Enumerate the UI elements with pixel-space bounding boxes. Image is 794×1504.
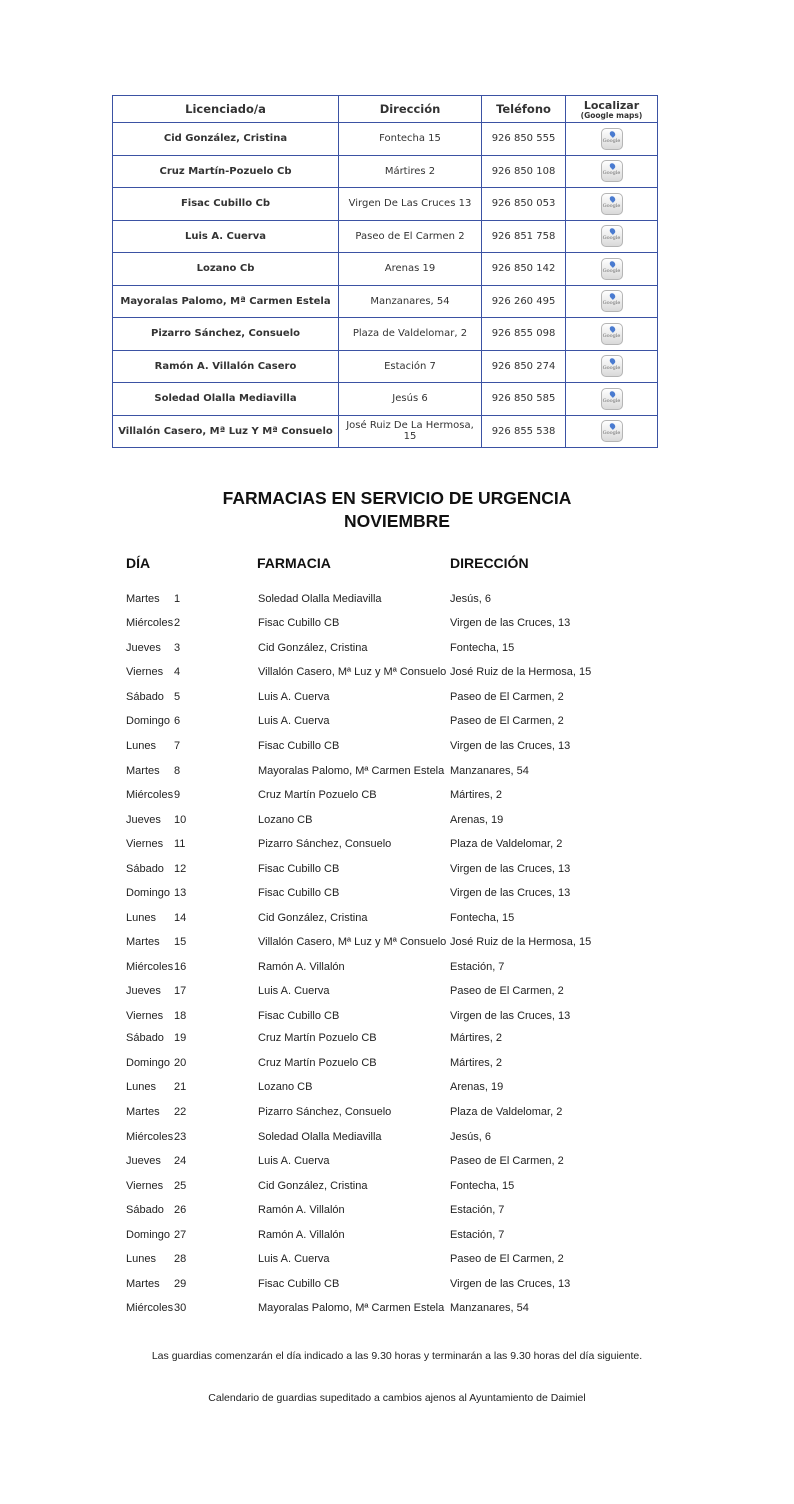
schedule-address: Jesús, 6 bbox=[450, 1131, 491, 1143]
schedule-date: 23 bbox=[174, 1131, 187, 1143]
google-icon-label: Google bbox=[602, 365, 621, 372]
pharmacy-address: Paseo de El Carmen 2 bbox=[339, 220, 482, 253]
schedule-date: 22 bbox=[174, 1106, 187, 1118]
schedule-pharmacy: Cid González, Cristina bbox=[258, 642, 368, 654]
schedule-date: 20 bbox=[174, 1057, 187, 1069]
schedule-pharmacy: Mayoralas Palomo, Mª Carmen Estela bbox=[258, 1302, 445, 1314]
schedule-row bbox=[0, 740, 794, 760]
schedule-row bbox=[0, 1081, 794, 1101]
schedule-address: Paseo de El Carmen, 2 bbox=[450, 1155, 564, 1167]
licensee-name: Pizarro Sánchez, Consuelo bbox=[113, 318, 339, 351]
google-icon-label: Google bbox=[602, 332, 621, 339]
table-row bbox=[113, 285, 658, 318]
schedule-address: Fontecha, 15 bbox=[450, 1180, 515, 1192]
pharmacy-phone: 926 850 585 bbox=[482, 383, 566, 416]
google-maps-icon[interactable] bbox=[601, 225, 623, 247]
schedule-day: Martes bbox=[126, 1278, 160, 1290]
google-maps-icon[interactable] bbox=[601, 290, 623, 312]
schedule-address: Paseo de El Carmen, 2 bbox=[450, 691, 564, 703]
schedule-pharmacy: Villalón Casero, Mª Luz y Mª Consuelo bbox=[258, 666, 447, 678]
google-icon-label: Google bbox=[602, 235, 621, 242]
schedule-row bbox=[0, 1057, 794, 1077]
schedule-address: Virgen de las Cruces, 13 bbox=[450, 617, 571, 629]
map-pin-icon bbox=[608, 357, 616, 365]
pharmacy-phone: 926 855 538 bbox=[482, 415, 566, 448]
schedule-date: 29 bbox=[174, 1278, 187, 1290]
schedule-day: Martes bbox=[126, 936, 160, 948]
schedule-address: José Ruiz de la Hermosa, 15 bbox=[450, 936, 592, 948]
schedule-address: Mártires, 2 bbox=[450, 1057, 502, 1069]
schedule-pharmacy: Pizarro Sánchez, Consuelo bbox=[258, 1106, 392, 1118]
schedule-pharmacy: Soledad Olalla Mediavilla bbox=[258, 593, 382, 605]
schedule-date: 2 bbox=[174, 617, 181, 629]
schedule-address: Paseo de El Carmen, 2 bbox=[450, 1253, 564, 1265]
schedule-row bbox=[0, 1106, 794, 1126]
schedule-pharmacy: Mayoralas Palomo, Mª Carmen Estela bbox=[258, 765, 445, 777]
pharmacy-address: Plaza de Valdelomar, 2 bbox=[339, 318, 482, 351]
schedule-row bbox=[0, 1155, 794, 1175]
pharmacy-address: Manzanares, 54 bbox=[339, 285, 482, 318]
google-icon-label: Google bbox=[602, 137, 621, 144]
schedule-address: Virgen de las Cruces, 13 bbox=[450, 1278, 571, 1290]
schedule-day: Jueves bbox=[126, 814, 161, 826]
schedule-address: Fontecha, 15 bbox=[450, 912, 515, 924]
schedule-date: 3 bbox=[174, 642, 181, 654]
page-title bbox=[0, 487, 794, 533]
schedule-row bbox=[0, 961, 794, 981]
pharmacy-directory-table bbox=[112, 95, 658, 448]
schedule-row bbox=[0, 1204, 794, 1224]
schedule-day: Jueves bbox=[126, 985, 161, 997]
schedule-day: Viernes bbox=[126, 1180, 164, 1192]
title-line-2: NOVIEMBRE bbox=[344, 511, 450, 531]
licensee-name: Mayoralas Palomo, Mª Carmen Estela bbox=[113, 285, 339, 318]
schedule-day: Miércoles bbox=[126, 789, 174, 801]
schedule-address: Virgen de las Cruces, 13 bbox=[450, 887, 571, 899]
schedule-address: Virgen de las Cruces, 13 bbox=[450, 1010, 571, 1022]
google-icon-label: Google bbox=[602, 397, 621, 404]
licensee-name: Soledad Olalla Mediavilla bbox=[113, 383, 339, 416]
schedule-row bbox=[0, 789, 794, 809]
schedule-header-address: DIRECCIÓN bbox=[450, 555, 529, 571]
schedule-date: 7 bbox=[174, 740, 181, 752]
table-body bbox=[113, 123, 658, 448]
header-locate-label: Localizar bbox=[583, 98, 640, 112]
schedule-date: 1 bbox=[174, 593, 181, 605]
schedule-pharmacy: Cid González, Cristina bbox=[258, 1180, 368, 1192]
schedule-address: Mártires, 2 bbox=[450, 789, 502, 801]
table-row bbox=[113, 155, 658, 188]
google-maps-icon[interactable] bbox=[601, 420, 623, 442]
schedule-day: Sábado bbox=[126, 1204, 164, 1216]
pharmacy-address: Arenas 19 bbox=[339, 253, 482, 286]
schedule-date: 14 bbox=[174, 912, 187, 924]
schedule-address: Estación, 7 bbox=[450, 1204, 505, 1216]
schedule-row bbox=[0, 936, 794, 956]
schedule-address: Estación, 7 bbox=[450, 1229, 505, 1241]
schedule-pharmacy: Pizarro Sánchez, Consuelo bbox=[258, 838, 392, 850]
schedule-day: Jueves bbox=[126, 1155, 161, 1167]
schedule-pharmacy: Ramón A. Villalón bbox=[258, 1204, 345, 1216]
schedule-pharmacy: Cruz Martín Pozuelo CB bbox=[258, 1057, 377, 1069]
schedule-date: 26 bbox=[174, 1204, 187, 1216]
schedule-address: Manzanares, 54 bbox=[450, 765, 529, 777]
pharmacy-phone: 926 850 555 bbox=[482, 123, 566, 156]
header-locate-sublabel: (Google maps) bbox=[580, 110, 643, 120]
schedule-date: 27 bbox=[174, 1229, 187, 1241]
map-pin-icon bbox=[608, 292, 616, 300]
schedule-pharmacy: Cruz Martín Pozuelo CB bbox=[258, 1032, 377, 1044]
schedule-row bbox=[0, 863, 794, 883]
schedule-day: Miércoles bbox=[126, 1302, 174, 1314]
schedule-pharmacy: Fisac Cubillo CB bbox=[258, 1278, 340, 1290]
schedule-row bbox=[0, 1278, 794, 1298]
schedule-address: Jesús, 6 bbox=[450, 593, 491, 605]
schedule-address: Virgen de las Cruces, 13 bbox=[450, 863, 571, 875]
header-licensee: Licenciado/a bbox=[113, 96, 339, 123]
schedule-day: Lunes bbox=[126, 912, 156, 924]
schedule-address: Arenas, 19 bbox=[450, 1081, 504, 1093]
licensee-name: Ramón A. Villalón Casero bbox=[113, 350, 339, 383]
schedule-day: Martes bbox=[126, 1106, 160, 1118]
locate-cell bbox=[566, 123, 658, 156]
header-phone: Teléfono bbox=[482, 96, 566, 123]
map-pin-icon bbox=[608, 195, 616, 203]
schedule-day: Lunes bbox=[126, 1253, 156, 1265]
schedule-pharmacy: Fisac Cubillo CB bbox=[258, 887, 340, 899]
schedule-row bbox=[0, 1131, 794, 1151]
schedule-row bbox=[0, 838, 794, 858]
schedule-pharmacy: Cid González, Cristina bbox=[258, 912, 368, 924]
pharmacy-phone: 926 850 108 bbox=[482, 155, 566, 188]
map-pin-icon bbox=[608, 227, 616, 235]
schedule-day: Domingo bbox=[126, 1229, 171, 1241]
schedule-day: Martes bbox=[126, 593, 160, 605]
schedule-address: Paseo de El Carmen, 2 bbox=[450, 985, 564, 997]
pharmacy-address: Jesús 6 bbox=[339, 383, 482, 416]
google-maps-icon[interactable] bbox=[601, 323, 623, 345]
schedule-row bbox=[0, 1180, 794, 1200]
google-maps-icon[interactable] bbox=[601, 388, 623, 410]
licensee-name: Luis A. Cuerva bbox=[113, 220, 339, 253]
locate-cell bbox=[566, 220, 658, 253]
licensee-name: Villalón Casero, Mª Luz Y Mª Consuelo bbox=[113, 415, 339, 448]
locate-cell bbox=[566, 350, 658, 383]
schedule-address: Virgen de las Cruces, 13 bbox=[450, 740, 571, 752]
schedule-pharmacy: Lozano CB bbox=[258, 814, 313, 826]
schedule-row bbox=[0, 985, 794, 1005]
schedule-date: 6 bbox=[174, 715, 181, 727]
schedule-date: 12 bbox=[174, 863, 187, 875]
schedule-day: Miércoles bbox=[126, 1131, 174, 1143]
schedule-pharmacy: Ramón A. Villalón bbox=[258, 1229, 345, 1241]
schedule-pharmacy: Lozano CB bbox=[258, 1081, 313, 1093]
schedule-date: 19 bbox=[174, 1032, 187, 1044]
title-line-1: FARMACIAS EN SERVICIO DE URGENCIA bbox=[222, 488, 572, 508]
schedule-address: Estación, 7 bbox=[450, 961, 505, 973]
google-maps-icon[interactable] bbox=[601, 160, 623, 182]
schedule-day: Viernes bbox=[126, 666, 164, 678]
schedule-row bbox=[0, 715, 794, 735]
schedule-row bbox=[0, 1302, 794, 1322]
schedule-day: Domingo bbox=[126, 1057, 171, 1069]
header-locate bbox=[566, 96, 658, 123]
schedule-day: Lunes bbox=[126, 1081, 156, 1093]
schedule-pharmacy: Cruz Martín Pozuelo CB bbox=[258, 789, 377, 801]
map-pin-icon bbox=[608, 260, 616, 268]
google-icon-label: Google bbox=[602, 267, 621, 274]
schedule-date: 15 bbox=[174, 936, 187, 948]
schedule-day: Lunes bbox=[126, 740, 156, 752]
schedule-date: 11 bbox=[174, 838, 186, 850]
schedule-address: José Ruiz de la Hermosa, 15 bbox=[450, 666, 592, 678]
locate-cell bbox=[566, 415, 658, 448]
schedule-day: Miércoles bbox=[126, 961, 174, 973]
table-row bbox=[113, 220, 658, 253]
schedule-date: 16 bbox=[174, 961, 187, 973]
schedule-pharmacy: Villalón Casero, Mª Luz y Mª Consuelo bbox=[258, 936, 447, 948]
schedule-address: Plaza de Valdelomar, 2 bbox=[450, 1106, 563, 1118]
schedule-row bbox=[0, 666, 794, 686]
hours-note: Las guardias comenzarán el día indicado a las 9.30 horas y terminarán a las 9.30 horas del día siguiente. bbox=[151, 1350, 643, 1362]
schedule-row bbox=[0, 593, 794, 613]
schedule-address: Fontecha, 15 bbox=[450, 642, 515, 654]
schedule-date: 24 bbox=[174, 1155, 187, 1167]
table-row bbox=[113, 383, 658, 416]
pharmacy-address: Fontecha 15 bbox=[339, 123, 482, 156]
google-icon-label: Google bbox=[602, 300, 621, 307]
schedule-day: Jueves bbox=[126, 642, 161, 654]
schedule-pharmacy: Soledad Olalla Mediavilla bbox=[258, 1131, 382, 1143]
pharmacy-phone: 926 855 098 bbox=[482, 318, 566, 351]
schedule-address: Plaza de Valdelomar, 2 bbox=[450, 838, 563, 850]
locate-cell bbox=[566, 383, 658, 416]
schedule-date: 13 bbox=[174, 887, 187, 899]
schedule-pharmacy: Luis A. Cuerva bbox=[258, 1253, 330, 1265]
schedule-address: Paseo de El Carmen, 2 bbox=[450, 715, 564, 727]
pharmacy-phone: 926 850 274 bbox=[482, 350, 566, 383]
licensee-name: Fisac Cubillo Cb bbox=[113, 188, 339, 221]
schedule-pharmacy: Luis A. Cuerva bbox=[258, 1155, 330, 1167]
schedule-pharmacy: Ramón A. Villalón bbox=[258, 961, 345, 973]
pharmacy-phone: 926 851 758 bbox=[482, 220, 566, 253]
locate-cell bbox=[566, 155, 658, 188]
schedule-pharmacy: Fisac Cubillo CB bbox=[258, 1010, 340, 1022]
google-maps-icon[interactable] bbox=[601, 193, 623, 215]
schedule-row bbox=[0, 642, 794, 662]
table-row bbox=[113, 318, 658, 351]
schedule-day: Martes bbox=[126, 765, 160, 777]
pharmacy-address: Mártires 2 bbox=[339, 155, 482, 188]
map-pin-icon bbox=[608, 162, 616, 170]
schedule-row bbox=[0, 691, 794, 711]
table-row bbox=[113, 123, 658, 156]
pharmacy-phone: 926 260 495 bbox=[482, 285, 566, 318]
schedule-address: Mártires, 2 bbox=[450, 1032, 502, 1044]
disclaimer-note: Calendario de guardias supeditado a cambios ajenos al Ayuntamiento de Daimiel bbox=[208, 1392, 586, 1404]
google-maps-icon[interactable] bbox=[601, 128, 623, 150]
schedule-row bbox=[0, 814, 794, 834]
locate-cell bbox=[566, 253, 658, 286]
schedule-date: 5 bbox=[174, 691, 181, 703]
schedule-date: 30 bbox=[174, 1302, 187, 1314]
map-pin-icon bbox=[608, 130, 616, 138]
schedule-day: Sábado bbox=[126, 1032, 164, 1044]
pharmacy-address: José Ruiz De La Hermosa, 15 bbox=[339, 415, 482, 448]
licensee-name: Lozano Cb bbox=[113, 253, 339, 286]
locate-cell bbox=[566, 188, 658, 221]
schedule-date: 9 bbox=[174, 789, 181, 801]
table-row bbox=[113, 188, 658, 221]
schedule-date: 21 bbox=[174, 1081, 187, 1093]
google-icon-label: Google bbox=[602, 430, 621, 437]
schedule-row bbox=[0, 617, 794, 637]
table-header-row bbox=[113, 96, 658, 123]
google-maps-icon[interactable] bbox=[601, 355, 623, 377]
google-icon-label: Google bbox=[602, 170, 621, 177]
licensee-name: Cruz Martín-Pozuelo Cb bbox=[113, 155, 339, 188]
table-row bbox=[113, 350, 658, 383]
header-address: Dirección bbox=[339, 96, 482, 123]
google-icon-label: Google bbox=[602, 202, 621, 209]
locate-cell bbox=[566, 285, 658, 318]
schedule-date: 8 bbox=[174, 765, 181, 777]
pharmacy-phone: 926 850 142 bbox=[482, 253, 566, 286]
schedule-row bbox=[0, 1229, 794, 1249]
pharmacy-address: Virgen De Las Cruces 13 bbox=[339, 188, 482, 221]
table-row bbox=[113, 415, 658, 448]
schedule-pharmacy: Luis A. Cuerva bbox=[258, 715, 330, 727]
licensee-name: Cid González, Cristina bbox=[113, 123, 339, 156]
pharmacy-address: Estación 7 bbox=[339, 350, 482, 383]
schedule-day: Miércoles bbox=[126, 617, 174, 629]
schedule-pharmacy: Fisac Cubillo CB bbox=[258, 740, 340, 752]
schedule-day: Viernes bbox=[126, 1010, 164, 1022]
locate-cell bbox=[566, 318, 658, 351]
schedule-row bbox=[0, 1010, 794, 1030]
schedule-day: Sábado bbox=[126, 863, 164, 875]
schedule-day: Sábado bbox=[126, 691, 164, 703]
schedule-date: 10 bbox=[174, 814, 187, 826]
schedule-header-pharmacy: FARMACIA bbox=[257, 555, 331, 571]
pharmacy-phone: 926 850 053 bbox=[482, 188, 566, 221]
google-maps-icon[interactable] bbox=[601, 258, 623, 280]
schedule-row bbox=[0, 1032, 794, 1052]
schedule-header-day: DÍA bbox=[126, 555, 151, 571]
map-pin-icon bbox=[608, 422, 616, 430]
schedule-row bbox=[0, 912, 794, 932]
schedule-address: Manzanares, 54 bbox=[450, 1302, 529, 1314]
map-pin-icon bbox=[608, 325, 616, 333]
schedule-pharmacy: Luis A. Cuerva bbox=[258, 691, 330, 703]
schedule-date: 28 bbox=[174, 1253, 187, 1265]
schedule-date: 18 bbox=[174, 1010, 187, 1022]
schedule-row bbox=[0, 887, 794, 907]
schedule-pharmacy: Fisac Cubillo CB bbox=[258, 863, 340, 875]
schedule-address: Arenas, 19 bbox=[450, 814, 504, 826]
schedule-day: Domingo bbox=[126, 887, 171, 899]
schedule-day: Domingo bbox=[126, 715, 171, 727]
schedule-row bbox=[0, 765, 794, 785]
schedule-pharmacy: Fisac Cubillo CB bbox=[258, 617, 340, 629]
table-row bbox=[113, 253, 658, 286]
schedule-date: 25 bbox=[174, 1180, 187, 1192]
schedule-day: Viernes bbox=[126, 838, 164, 850]
schedule-date: 17 bbox=[174, 985, 187, 997]
schedule-pharmacy: Luis A. Cuerva bbox=[258, 985, 330, 997]
schedule-row bbox=[0, 1253, 794, 1273]
schedule-date: 4 bbox=[174, 666, 181, 678]
map-pin-icon bbox=[608, 390, 616, 398]
